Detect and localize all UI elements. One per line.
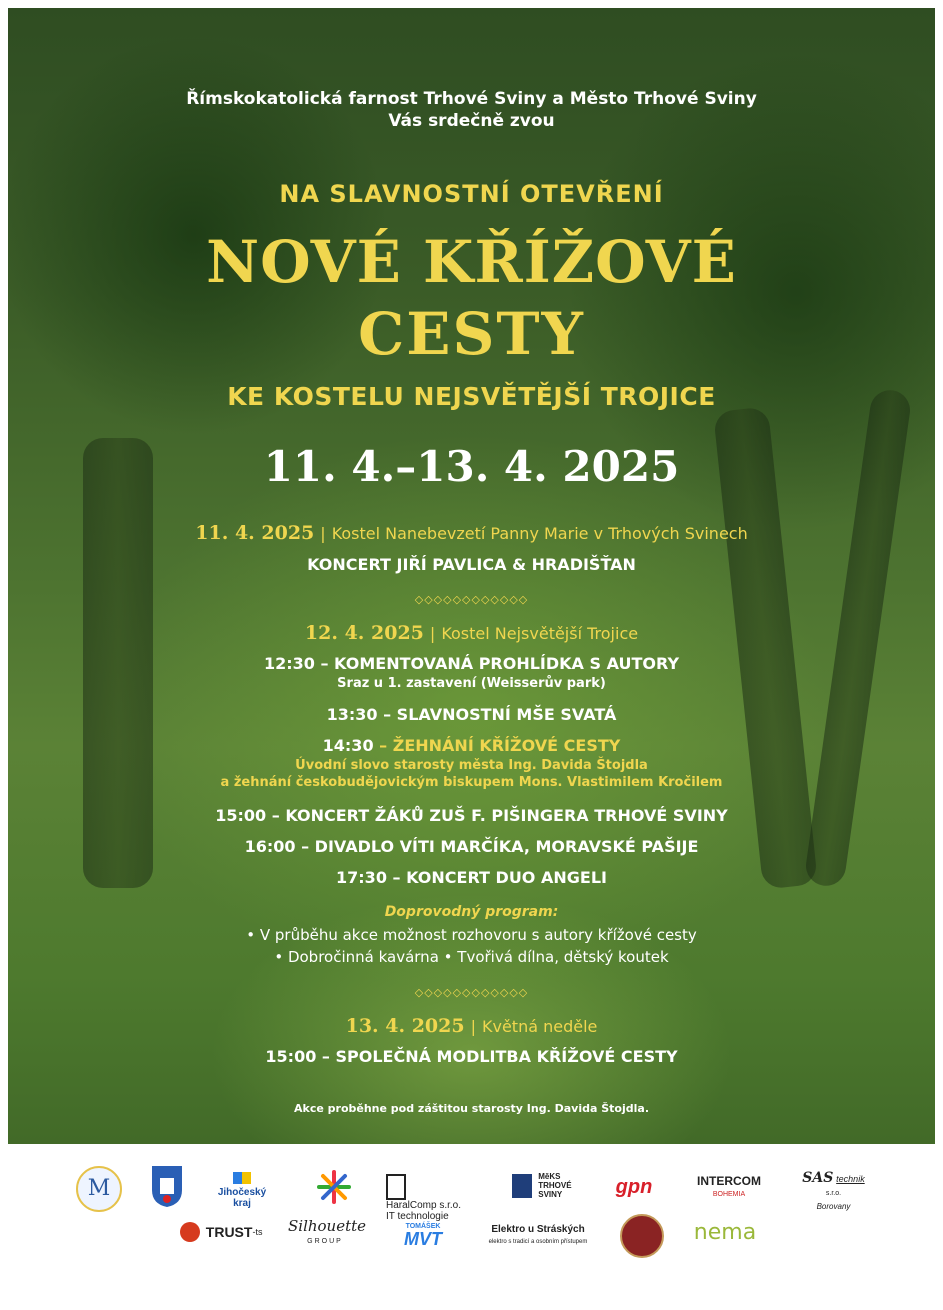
- elektro-name: Elektro u Stráských: [491, 1224, 585, 1235]
- program-item: • Dobročinná kavárna: [274, 948, 439, 966]
- silhouette-group-logo: [288, 1217, 367, 1248]
- separator: |: [470, 1017, 476, 1036]
- trust-suffix: -ts: [252, 1227, 263, 1237]
- sas-name: SAS: [802, 1170, 834, 1186]
- elektro-u-straskych-logo: [482, 1224, 594, 1248]
- invite-text: Vás srdečně zvou: [388, 111, 555, 131]
- day1-date: 11. 4. 2025: [195, 522, 315, 544]
- item-note-2: a žehnání českobudějovickým biskupem Mons. Vlastimilem Kročilem: [220, 775, 723, 790]
- day2-place: Kostel Nejsvětější Trojice: [441, 624, 639, 643]
- meks-line1: MěKS: [538, 1172, 561, 1181]
- divider-1: ◇◇◇◇◇◇◇◇◇◇◇◇: [414, 593, 529, 606]
- day1-place: Kostel Nanebevzetí Panny Marie v Trhových Svinech: [331, 524, 748, 543]
- sas-technik-logo: [796, 1172, 871, 1213]
- trust-icon: [180, 1222, 200, 1242]
- sas-technik: technik: [836, 1174, 865, 1184]
- item-time: 14:30: [322, 736, 374, 755]
- intercom-name: INTERCOM: [697, 1174, 761, 1188]
- elektro-sub: elektro s tradicí a osobním přístupem: [488, 1239, 588, 1245]
- day1-header: [8, 523, 935, 544]
- day1-event: KONCERT JIŘÍ PAVLICA & HRADIŠŤAN: [307, 555, 636, 574]
- day2-item: [8, 868, 935, 888]
- item-note: Sraz u 1. zastavení (Weisserův park): [337, 676, 606, 691]
- item-text: – SLAVNOSTNÍ MŠE SVATÁ: [383, 705, 617, 724]
- meks-logo: [512, 1172, 582, 1199]
- day2-item: [8, 705, 935, 725]
- item-text: – ŽEHNÁNÍ KŘÍŽOVÉ CESTY: [379, 736, 621, 755]
- program-item: • Tvořivá dílna, dětský koutek: [443, 948, 669, 966]
- jihocesky-icon: [233, 1172, 251, 1184]
- trust-name: TRUST: [205, 1224, 253, 1240]
- item-note: Úvodní slovo starosty města Ing. Davida Štojdla: [295, 758, 648, 773]
- haralcomp-sub: IT technologie: [386, 1211, 449, 1222]
- tomasek-name: TOMÁŠEK: [405, 1223, 441, 1230]
- footer-note: Akce proběhne pod záštitou starosty Ing. Davida Štojdla.: [294, 1102, 649, 1115]
- city-coat-of-arms-logo: [150, 1164, 184, 1208]
- item-time: 13:30: [326, 705, 378, 724]
- day3-event: [8, 1047, 935, 1067]
- poster-background: [8, 8, 935, 1144]
- meks-icon: [512, 1174, 532, 1198]
- day3-time: 15:00: [265, 1047, 317, 1066]
- day2-date: 12. 4. 2025: [304, 622, 424, 644]
- sas-place: Borovany: [816, 1202, 851, 1211]
- farnost-logo: M: [76, 1166, 122, 1212]
- day2-item: [8, 806, 935, 826]
- day2-header: [8, 623, 935, 644]
- silhouette-sub: GROUP: [307, 1238, 343, 1245]
- date-range: 11. 4.–13. 4. 2025: [263, 442, 680, 491]
- day3-header: [8, 1016, 935, 1037]
- title-line-2: CESTY: [358, 300, 585, 368]
- sas-sro: s.r.o.: [825, 1190, 842, 1197]
- day2-item: [8, 736, 935, 756]
- item-text: – KOMENTOVANÁ PROHLÍDKA S AUTORY: [320, 654, 680, 673]
- intercom-logo: [694, 1176, 764, 1200]
- program-line-1: • V průběhu akce možnost rozhovoru s autory křížové cesty: [246, 926, 697, 944]
- sponsor-logos: [0, 1150, 943, 1310]
- silhouette-name: Silhouette: [288, 1217, 367, 1235]
- subtitle: KE KOSTELU NEJSVĚTĚJŠÍ TROJICE: [227, 382, 716, 411]
- item-time: 12:30: [263, 654, 315, 673]
- divider-2: ◇◇◇◇◇◇◇◇◇◇◇◇: [414, 986, 529, 999]
- day2-item: [8, 837, 935, 857]
- colorful-star-logo: [315, 1168, 353, 1206]
- item-text: – KONCERT DUO ANGELI: [392, 868, 607, 887]
- haralcomp-name: HaralComp s.r.o.: [386, 1200, 462, 1211]
- tomasek-mvt-logo: [390, 1220, 456, 1249]
- item-time: 16:00: [244, 837, 296, 856]
- haralcomp-icon: [386, 1174, 406, 1200]
- title-line-1: NOVÉ KŘÍŽOVÉ: [206, 228, 737, 296]
- item-text: – KONCERT ŽÁKŮ ZUŠ F. PIŠINGERA TRHOVÉ SVINY: [271, 806, 728, 825]
- meks-line3: SVINY: [538, 1190, 563, 1199]
- jihocesky-text: Jihočeský kraj: [217, 1187, 267, 1209]
- round-seal-logo: [620, 1214, 664, 1258]
- item-time: 15:00: [215, 806, 267, 825]
- gpn-logo: gpn: [615, 1176, 653, 1198]
- organizers: [8, 88, 935, 132]
- organizers-text: Římskokatolická farnost Trhové Sviny a Město Trhové Sviny: [186, 89, 757, 109]
- day3-text: – SPOLEČNÁ MODLITBA KŘÍŽOVÉ CESTY: [321, 1047, 678, 1066]
- separator: |: [320, 524, 326, 543]
- separator: |: [429, 624, 436, 643]
- program-line-2: [8, 948, 935, 966]
- mvt-name: MVT: [404, 1229, 442, 1249]
- day3-date: 13. 4. 2025: [345, 1015, 465, 1037]
- jihocesky-kraj-logo: [212, 1172, 272, 1209]
- meks-line2: TRHOVÉ: [538, 1181, 572, 1190]
- haralcomp-logo: [386, 1174, 486, 1222]
- item-time: 17:30: [336, 868, 387, 887]
- occasion: NA SLAVNOSTNÍ OTEVŘENÍ: [279, 180, 664, 208]
- nema-logo: nema: [693, 1220, 757, 1245]
- program-heading: Doprovodný program:: [384, 904, 559, 920]
- day2-item: [8, 654, 935, 674]
- item-text: – DIVADLO VÍTI MARČÍKA, MORAVSKÉ PAŠIJE: [301, 837, 699, 856]
- day3-place: Květná neděle: [482, 1017, 598, 1036]
- trust-ts-logo: [180, 1222, 270, 1242]
- intercom-sub: BOHEMIA: [712, 1191, 746, 1198]
